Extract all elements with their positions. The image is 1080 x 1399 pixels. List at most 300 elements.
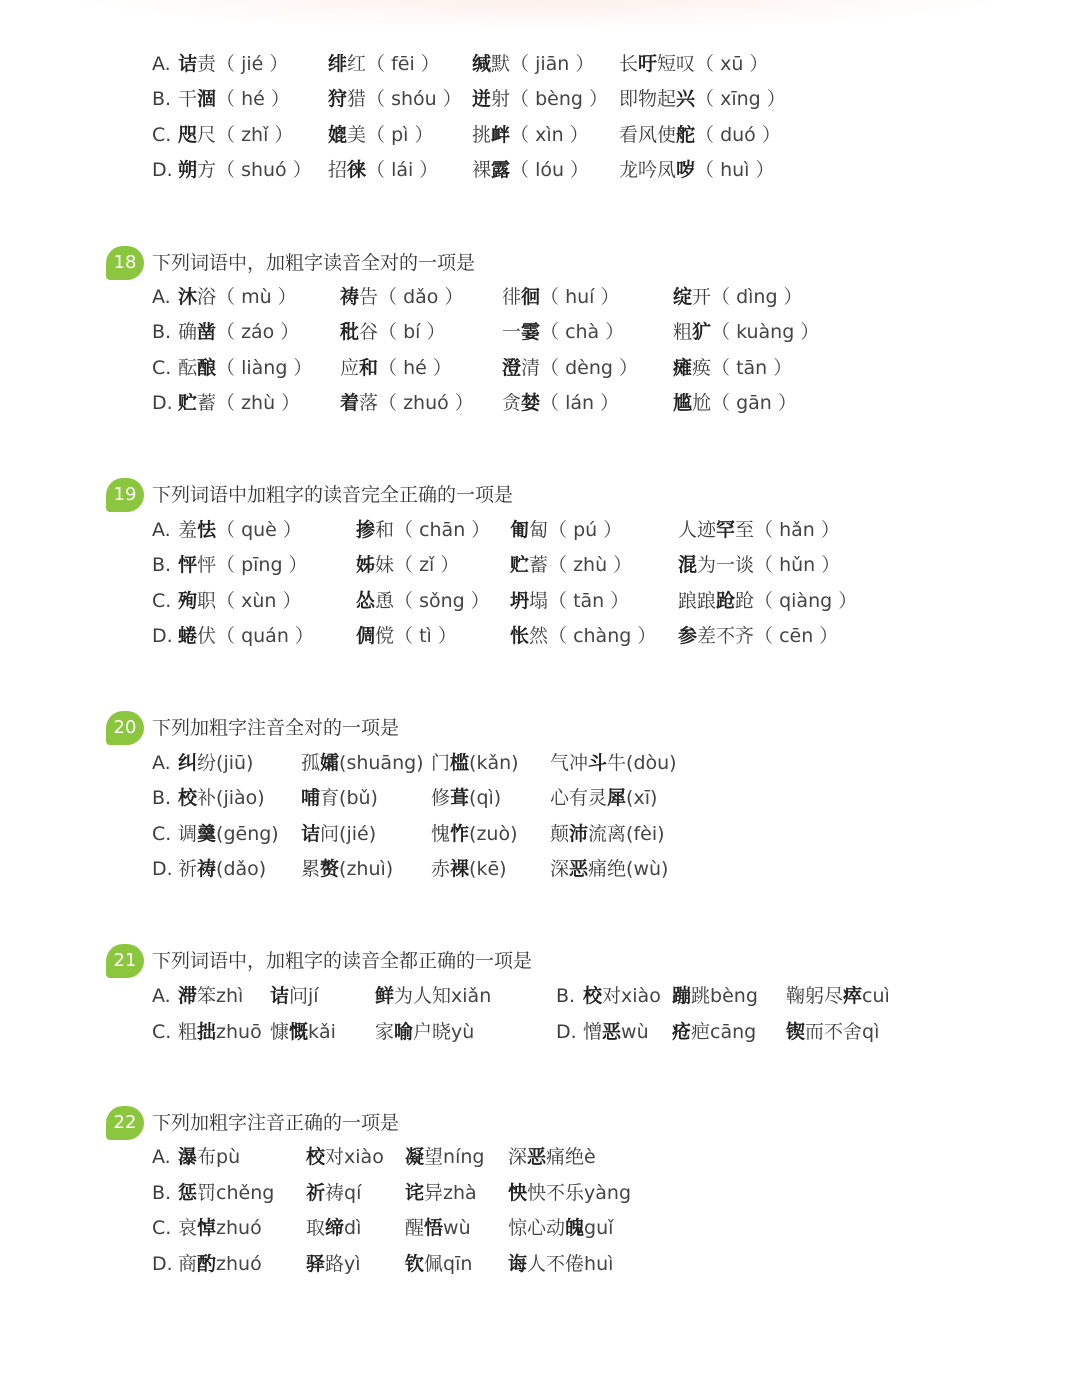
pinyin: (zuò) [469, 823, 518, 845]
bold-char: 祷 [197, 858, 217, 880]
bold-char: 朔 [178, 159, 198, 181]
bold-char: 诘 [270, 985, 290, 1007]
word-item [550, 747, 677, 779]
bold-char: 婪 [521, 392, 541, 414]
bold-char: 澄 [502, 357, 522, 379]
bold-char: 诧 [405, 1182, 425, 1204]
bold-char: 参 [678, 625, 698, 647]
word-item [673, 387, 797, 419]
word-item [673, 316, 819, 348]
word-text: 育 [320, 787, 340, 809]
pinyin: （ hǔn ） [754, 554, 841, 576]
bold-char: 绯 [328, 53, 348, 75]
word-text: 酝 [178, 357, 198, 379]
word-text: 笨 [197, 985, 217, 1007]
pinyin: （ bèng ） [510, 88, 608, 110]
word-item [340, 316, 445, 348]
bold-char: 裸 [450, 858, 470, 880]
word-text: 补 [197, 787, 217, 809]
pinyin: huì [584, 1253, 614, 1275]
bold-char: 蹦 [672, 985, 692, 1007]
bold-char: 校 [306, 1146, 326, 1168]
pinyin: (bǔ) [339, 787, 378, 809]
word-item [510, 620, 656, 652]
bold-char: 羹 [197, 823, 217, 845]
option-row [0, 747, 1080, 779]
bold-char: 瘫 [673, 357, 693, 379]
word-text: 问 [289, 985, 309, 1007]
word-item [678, 514, 840, 546]
option-letter: C. [152, 823, 172, 845]
word-text: 裸 [472, 159, 492, 181]
pinyin: （ tān ） [548, 590, 630, 612]
word-item [619, 119, 781, 151]
bold-char: 钦 [405, 1253, 425, 1275]
word-item [619, 154, 774, 186]
pinyin: (qì) [469, 787, 502, 809]
bold-char: 混 [678, 554, 698, 576]
word-item [340, 281, 463, 313]
bold-char: 鲜 [375, 985, 395, 1007]
bold-char: 舵 [676, 124, 696, 146]
option-row [0, 549, 1080, 581]
word-text: 清 [521, 357, 541, 379]
option-row [0, 514, 1080, 546]
word-item [178, 853, 266, 885]
option-letter: C. [152, 1021, 172, 1043]
word-item [301, 747, 424, 779]
word-text: 粗 [673, 321, 693, 343]
bold-char: 缔 [325, 1217, 345, 1239]
word-item [178, 818, 279, 850]
word-item [306, 1177, 361, 1209]
word-item [502, 352, 638, 384]
pinyin: （ tì ） [394, 625, 457, 647]
word-text: 纷 [197, 752, 217, 774]
option-row [0, 48, 1080, 80]
bold-char: 酿 [197, 357, 217, 379]
pinyin: （ zhǐ ） [216, 124, 294, 146]
word-text: 异 [424, 1182, 444, 1204]
word-text: 问 [320, 823, 340, 845]
question-number-badge: 20 [106, 711, 144, 745]
word-text: 跳 [691, 985, 711, 1007]
pinyin: （ dìng ） [711, 286, 803, 308]
option-letter: D. [556, 1021, 577, 1043]
bold-char: 瘁 [843, 985, 863, 1007]
bold-char: 狩 [328, 88, 348, 110]
word-item [178, 316, 299, 348]
word-text: 猎 [347, 88, 367, 110]
option-letter: C. [152, 124, 172, 146]
option-letter: B. [152, 554, 172, 576]
bold-char: 尴 [673, 392, 693, 414]
pinyin: zhuó [216, 1217, 262, 1239]
bold-char: 咫 [178, 124, 198, 146]
bold-char: 恶 [569, 858, 589, 880]
pinyin: （ fēi ） [366, 53, 440, 75]
bold-char: 贮 [510, 554, 530, 576]
question-number-badge: 22 [106, 1106, 144, 1140]
word-text: 颠 [550, 823, 570, 845]
word-text: 祈 [178, 858, 198, 880]
word-text: 和 [375, 519, 395, 541]
pinyin: yù [451, 1021, 475, 1043]
pinyin: （ hǎn ） [754, 519, 840, 541]
word-item [178, 48, 288, 80]
pinyin: qí [344, 1182, 362, 1204]
option-row [0, 387, 1080, 419]
word-item [405, 1177, 477, 1209]
word-text: 醒 [405, 1217, 425, 1239]
bold-char: 哺 [301, 787, 321, 809]
bold-char: 露 [491, 159, 511, 181]
question-prompt: 下列词语中，加粗字的读音全都正确的一项是 [152, 950, 533, 972]
word-text: 痛绝 [588, 858, 627, 880]
word-text: 挑 [472, 124, 492, 146]
bold-char: 犷 [692, 321, 712, 343]
word-item [356, 549, 459, 581]
word-item [328, 154, 438, 186]
word-text: 疤 [691, 1021, 711, 1043]
word-item [356, 585, 490, 617]
option-letter: C. [152, 590, 172, 612]
option-row [0, 119, 1080, 151]
word-item [472, 154, 589, 186]
option-row [0, 1248, 1080, 1280]
word-item [502, 281, 619, 313]
pinyin: (kē) [469, 858, 507, 880]
pinyin: （ huì ） [695, 159, 775, 181]
word-text: 恿 [375, 590, 395, 612]
bold-char: 霎 [521, 321, 541, 343]
bold-char: 和 [359, 357, 379, 379]
word-item [178, 1212, 262, 1244]
bold-char: 怂 [356, 590, 376, 612]
option-letter: D. [152, 858, 173, 880]
word-item [270, 1016, 336, 1048]
word-text: 痪 [692, 357, 712, 379]
pinyin: cāng [710, 1021, 757, 1043]
option-letter: A. [152, 519, 171, 541]
word-text: 长 [619, 53, 639, 75]
word-item [508, 1141, 596, 1173]
bold-char: 赘 [320, 858, 340, 880]
word-text: 孤 [301, 752, 321, 774]
option-letter: B. [152, 1182, 172, 1204]
word-text: 鞠躬尽 [786, 985, 844, 1007]
pinyin: wù [621, 1021, 649, 1043]
word-text: 短叹 [657, 53, 696, 75]
word-item [328, 119, 433, 151]
pinyin: zhì [216, 985, 244, 1007]
pinyin: （ mù ） [216, 286, 297, 308]
pinyin: （ kuàng ） [711, 321, 820, 343]
option-row [0, 980, 1080, 1012]
word-item [508, 1177, 631, 1209]
pinyin: （ sǒng ） [394, 590, 490, 612]
pinyin: （ tān ） [711, 357, 793, 379]
word-item [178, 747, 253, 779]
word-text: 对 [325, 1146, 345, 1168]
question-prompt: 下列词语中加粗字的读音完全正确的一项是 [152, 484, 514, 506]
bold-char: 兴 [676, 88, 696, 110]
word-text: 傥 [375, 625, 395, 647]
pinyin: yàng [584, 1182, 632, 1204]
word-item [510, 549, 632, 581]
word-text: 蓄 [197, 392, 217, 414]
word-text: 户晓 [413, 1021, 452, 1043]
pinyin: （ záo ） [216, 321, 300, 343]
bold-char: 跄 [716, 590, 736, 612]
question-prompt: 下列词语中，加粗字读音全对的一项是 [152, 252, 476, 274]
bold-char: 缄 [472, 53, 492, 75]
word-item [673, 281, 803, 313]
pinyin: xiào [344, 1146, 384, 1168]
word-item [306, 1212, 361, 1244]
bold-char: 怍 [450, 823, 470, 845]
word-text: 人迹 [678, 519, 717, 541]
pinyin: （ shóu ） [366, 88, 462, 110]
word-item [270, 980, 319, 1012]
word-text: 人不倦 [527, 1253, 585, 1275]
word-item [178, 83, 290, 115]
word-text: 哀 [178, 1217, 198, 1239]
bold-char: 拙 [197, 1021, 217, 1043]
bold-char: 沐 [178, 286, 198, 308]
word-item [431, 818, 518, 850]
word-text: 浴 [197, 286, 217, 308]
option-letter: D. [152, 1253, 173, 1275]
pinyin: jí [308, 985, 319, 1007]
bold-char: 倜 [356, 625, 376, 647]
bold-char: 锲 [786, 1021, 806, 1043]
word-text: 为人知 [394, 985, 452, 1007]
pinyin: (jiū) [216, 752, 254, 774]
question-prompt: 下列加粗字注音全对的一项是 [152, 717, 400, 739]
pinyin: （ huí ） [540, 286, 620, 308]
word-item [583, 1016, 649, 1048]
option-row [0, 281, 1080, 313]
word-text: 职 [197, 590, 217, 612]
pinyin: (dǎo) [216, 858, 267, 880]
bold-char: 斗 [588, 752, 608, 774]
bold-char: 悟 [424, 1217, 444, 1239]
bold-char: 惩 [178, 1182, 198, 1204]
word-text: 调 [178, 823, 198, 845]
word-text: 佩 [424, 1253, 444, 1275]
word-item [405, 1212, 471, 1244]
pinyin: （ què ） [216, 519, 302, 541]
word-text: 确 [178, 321, 198, 343]
word-item [472, 83, 608, 115]
bold-char: 恶 [527, 1146, 547, 1168]
word-item [431, 782, 501, 814]
bold-char: 诘 [178, 53, 198, 75]
pinyin: （ quán ） [216, 625, 314, 647]
pinyin: xiǎn [451, 985, 492, 1007]
word-item [178, 782, 265, 814]
pinyin: （ chàng ） [548, 625, 657, 647]
bold-char: 哕 [676, 159, 696, 181]
word-text: 布 [197, 1146, 217, 1168]
pinyin: （ jié ） [216, 53, 289, 75]
bold-char: 怦 [178, 554, 198, 576]
word-text: 落 [359, 392, 379, 414]
word-text: 心有灵 [550, 787, 608, 809]
pinyin: （ xīng ） [695, 88, 786, 110]
option-row [0, 352, 1080, 384]
bold-char: 姊 [356, 554, 376, 576]
word-text: 赤 [431, 858, 451, 880]
word-text: 伏 [197, 625, 217, 647]
word-item [678, 620, 838, 652]
pinyin: （ liàng ） [216, 357, 313, 379]
pinyin: （ pú ） [548, 519, 623, 541]
pinyin: （ chà ） [540, 321, 625, 343]
word-item [178, 585, 301, 617]
bold-char: 殉 [178, 590, 198, 612]
bold-char: 着 [340, 392, 360, 414]
word-text: 憎 [583, 1021, 603, 1043]
word-text: 蓄 [529, 554, 549, 576]
pinyin: （ lóu ） [510, 159, 590, 181]
bold-char: 驿 [306, 1253, 326, 1275]
word-item [583, 980, 661, 1012]
word-text: 商 [178, 1253, 198, 1275]
word-item [619, 83, 786, 115]
question-number-badge: 18 [106, 246, 144, 280]
pinyin: è [584, 1146, 596, 1168]
pinyin: (kǎn) [469, 752, 519, 774]
option-letter: D. [152, 159, 173, 181]
word-text: 差不齐 [697, 625, 755, 647]
word-item [550, 818, 665, 850]
pinyin: (shuāng) [339, 752, 424, 774]
pinyin: zhà [443, 1182, 477, 1204]
option-row [0, 585, 1080, 617]
pinyin: （ hé ） [216, 88, 290, 110]
bold-char: 贮 [178, 392, 198, 414]
word-text: 粗 [178, 1021, 198, 1043]
pinyin: （ lán ） [540, 392, 620, 414]
word-item [356, 514, 490, 546]
pinyin: (xī) [626, 787, 658, 809]
word-item [340, 352, 452, 384]
pinyin: （ zhù ） [548, 554, 633, 576]
word-item [672, 1016, 756, 1048]
word-item [472, 119, 589, 151]
option-row [0, 1141, 1080, 1173]
word-text: 对 [602, 985, 622, 1007]
word-text: 深 [508, 1146, 528, 1168]
word-text: 即物起 [619, 88, 677, 110]
option-letter: A. [152, 53, 171, 75]
pinyin: （ pīng ） [216, 554, 308, 576]
option-row [0, 818, 1080, 850]
option-letter: B. [152, 321, 172, 343]
word-text: 累 [301, 858, 321, 880]
bold-char: 犀 [607, 787, 627, 809]
word-text: 家 [375, 1021, 395, 1043]
word-item [178, 154, 312, 186]
word-text: 路 [325, 1253, 345, 1275]
word-text: 修 [431, 787, 451, 809]
option-row [0, 1177, 1080, 1209]
word-item [673, 352, 792, 384]
word-text: 门 [431, 752, 451, 774]
word-item [178, 119, 293, 151]
bold-char: 迸 [472, 88, 492, 110]
bold-char: 诘 [301, 823, 321, 845]
pinyin: （ gān ） [711, 392, 797, 414]
word-text: 慷 [270, 1021, 290, 1043]
bold-char: 衅 [491, 124, 511, 146]
pinyin: cuì [862, 985, 890, 1007]
bold-char: 祷 [340, 286, 360, 308]
bold-char: 瀑 [178, 1146, 198, 1168]
word-item [375, 1016, 474, 1048]
word-item [405, 1141, 484, 1173]
word-item [502, 387, 619, 419]
word-item [508, 1212, 613, 1244]
word-item [301, 782, 378, 814]
option-row [0, 316, 1080, 348]
bold-char: 校 [583, 985, 603, 1007]
word-text: 谷 [359, 321, 379, 343]
word-item [328, 83, 462, 115]
word-text: 告 [359, 286, 379, 308]
option-letter: C. [152, 357, 172, 379]
bold-char: 恶 [602, 1021, 622, 1043]
pinyin: （ lái ） [366, 159, 439, 181]
pinyin: （ xìn ） [510, 124, 589, 146]
pinyin: （ zǐ ） [394, 554, 460, 576]
option-row [0, 782, 1080, 814]
bold-char: 悼 [197, 1217, 217, 1239]
pinyin: （ pì ） [366, 124, 434, 146]
word-item [619, 48, 768, 80]
word-text: 流离 [588, 823, 627, 845]
pinyin: xiào [621, 985, 661, 1007]
word-text: 匐 [529, 519, 549, 541]
bold-char: 葺 [450, 787, 470, 809]
pinyin: （ dǎo ） [378, 286, 464, 308]
word-text: 痛绝 [546, 1146, 585, 1168]
word-text: 尬 [692, 392, 712, 414]
pinyin: pù [216, 1146, 241, 1168]
word-text: 怦 [197, 554, 217, 576]
word-item [431, 853, 507, 885]
word-text: 羞 [178, 519, 198, 541]
word-text: 红 [347, 53, 367, 75]
word-text: 至 [735, 519, 755, 541]
bold-char: 吁 [638, 53, 658, 75]
word-text: 望 [424, 1146, 444, 1168]
word-item [786, 1016, 879, 1048]
word-text: 龙吟凤 [619, 159, 677, 181]
bold-char: 喻 [394, 1021, 414, 1043]
word-text: 徘 [502, 286, 522, 308]
option-letter: B. [152, 787, 172, 809]
pinyin: （ dèng ） [540, 357, 638, 379]
word-text: 祷 [325, 1182, 345, 1204]
option-letter: C. [152, 1217, 172, 1239]
bold-char: 沛 [569, 823, 589, 845]
option-row [0, 620, 1080, 652]
word-text: 干 [178, 88, 198, 110]
bold-char: 匍 [510, 519, 530, 541]
